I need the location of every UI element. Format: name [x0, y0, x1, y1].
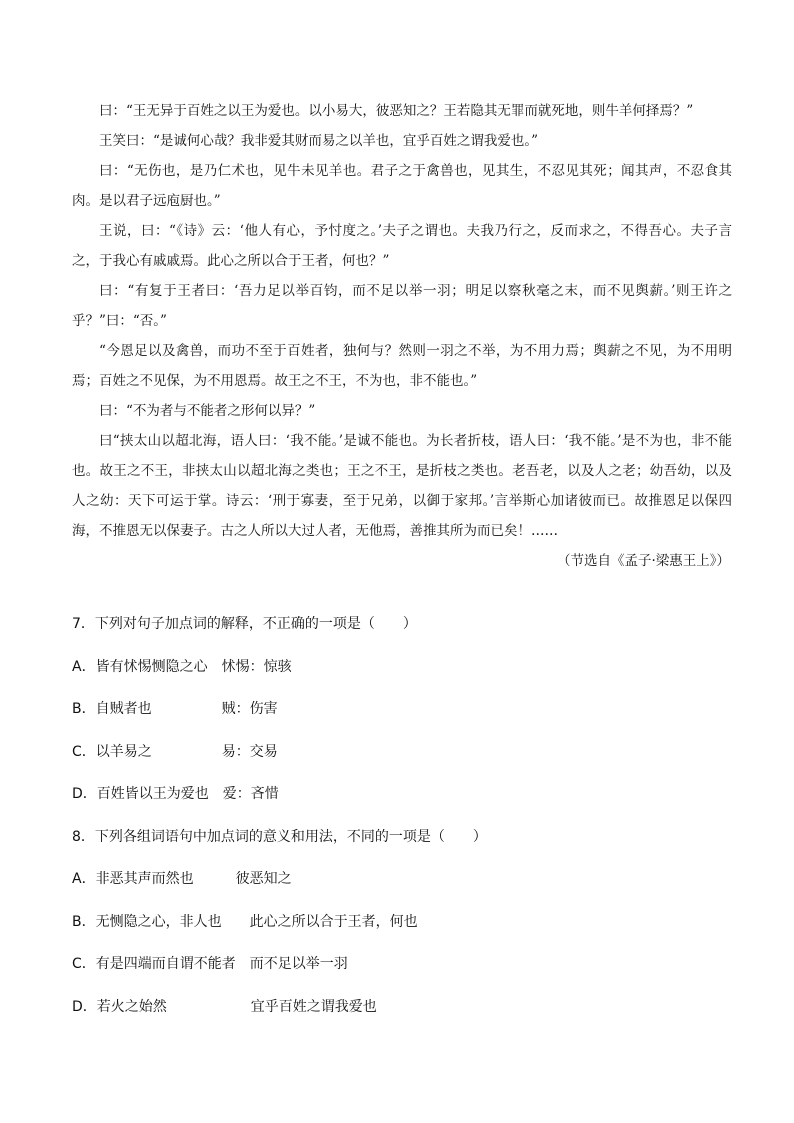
- passage-paragraph: 曰：“无伤也，是乃仁术也，见牛未见羊也。君子之于禽兽也，见其生，不忍见其死；闻其声，不忍食其肉。是以君子远庖厨也。”: [72, 163, 732, 209]
- option-d: D．若火之始然 宜乎百姓之谓我爱也: [72, 998, 377, 1015]
- option-a: A．非恶其声而然也 彼恶知之: [72, 871, 292, 887]
- question-7: [72, 612, 732, 825]
- passage-source: （节选自《孟子·梁惠王上》）: [556, 553, 730, 569]
- passage-paragraph: “今恩足以及禽兽，而功不至于百姓者，独何与？然则一羽之不举，为不用力焉；舆薪之不见，为不用明焉；百姓之不见保，为不用恩焉。故王之不王，不为也，非不能也。”: [72, 343, 732, 389]
- passage-paragraph: 王笑曰：“是诚何心哉？我非爱其财而易之以羊也，宜乎百姓之谓我爱也。”: [99, 133, 539, 149]
- option-c: C．以羊易之 易：交易: [72, 743, 278, 760]
- question-8: [72, 825, 732, 1038]
- classical-passage: [72, 96, 732, 576]
- passage-paragraph: 曰：“有复于王者曰：‘吾力足以举百钧，而不足以举一羽；明足以察秋毫之末，而不见舆薪。’则王许之乎？”曰：“否。”: [72, 283, 732, 329]
- option-d: D．百姓皆以王为爱也 爱：吝惜: [72, 786, 279, 802]
- option-a: A．皆有怵惕恻隐之心 怵惕：惊骇: [72, 658, 292, 675]
- question-title: 7．下列对句子加点词的解释，不正确的一项是（ ）: [72, 616, 417, 632]
- passage-paragraph: 曰：“不为者与不能者之形何以异？”: [99, 403, 316, 419]
- question-title: 8．下列各组词语句中加点词的意义和用法，不同的一项是（ ）: [72, 828, 487, 845]
- question-list: [72, 612, 732, 1037]
- passage-paragraph: 王说，曰：“《诗》云：‘他人有心，予忖度之。’夫子之谓也。夫我乃行之，反而求之，不得吾心。夫子言之，于我心有戚戚焉。此心之所以合于王者，何也？”: [72, 223, 732, 269]
- passage-paragraph: 曰“挟太山以超北海，语人曰：‘我不能。’是诚不能也。为长者折枝，语人曰：‘我不能。’是不为也，非不能也。故王之不王，非挟太山以超北海之类也；王之不王，是折枝之类也。老吾老，以及人之老；幼吾幼，以及人之幼：天下可运于掌。诗云：‘刑于寡妻，至于兄弟，以御于家邦。’言举斯心加诸彼而已。故推恩足以保四海，不推恩无以保妻子。古之人所以大过人者，无他焉，善推其所为而已矣！……: [72, 433, 732, 539]
- option-b: B．无恻隐之心，非人也 此心之所以合于王者，何也: [72, 913, 418, 930]
- option-b: B．自贼者也 贼：伤害: [72, 701, 278, 717]
- option-c: C．有是四端而自谓不能者 而不足以举一羽: [72, 956, 348, 972]
- passage-paragraph: 曰：“王无异于百姓之以王为爱也。以小易大，彼恶知之？王若隐其无罪而就死地，则牛羊何择焉？”: [99, 103, 694, 119]
